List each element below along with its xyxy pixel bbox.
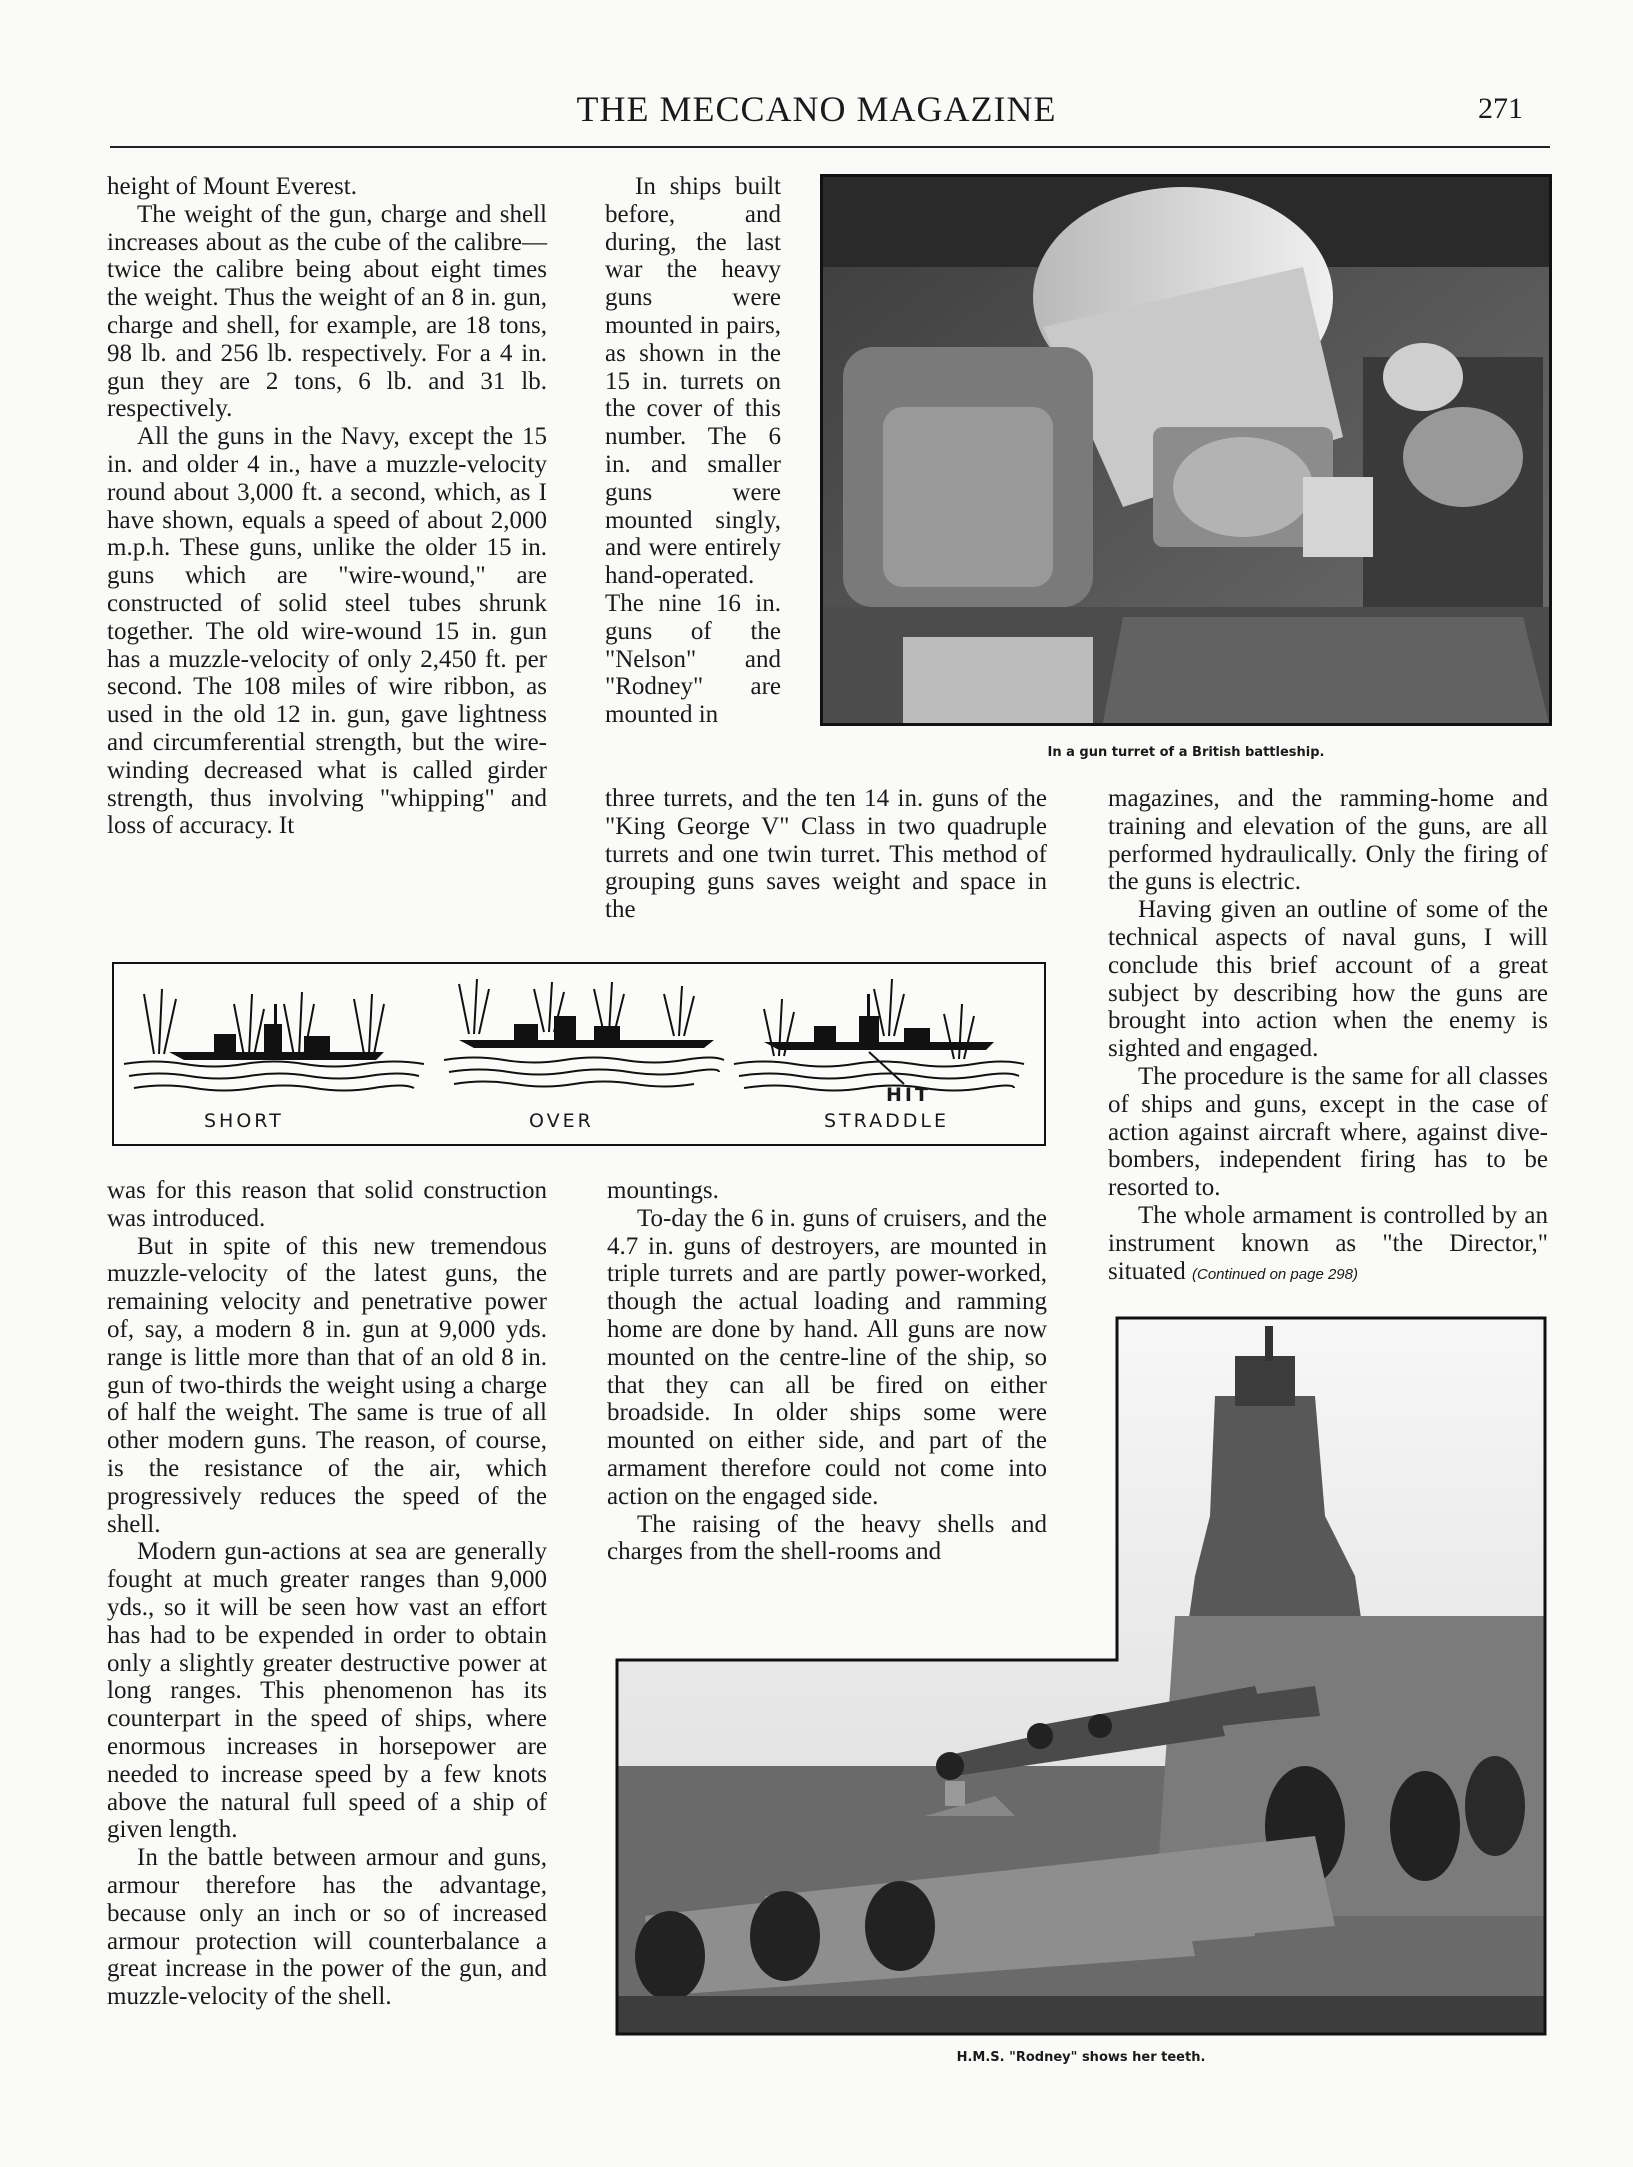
paragraph: The procedure is the same for all classes of ships and guns, except in the case of action against aircraft where, against dive-bombers, independent firing has to be resorted to.: [1108, 1062, 1548, 1202]
label-hit: HIT: [886, 1084, 931, 1106]
column-2-top: [605, 173, 781, 729]
magazine-title: THE MECCANO MAGAZINE: [576, 89, 1057, 129]
paragraph: was for this reason that solid construction was introduced.: [107, 1177, 547, 1232]
label-straddle: STRADDLE: [824, 1110, 949, 1132]
paragraph: Having given an outline of some of the technical aspects of naval guns, I will conclude this brief account of a great subject by describing how the guns are brought into action when the enemy is sighted and engaged.: [1108, 896, 1548, 1063]
label-short: SHORT: [204, 1110, 284, 1132]
paragraph: height of Mount Everest.: [107, 173, 357, 200]
label-over: OVER: [529, 1110, 594, 1132]
column-2-top-continued: [605, 785, 1047, 924]
paragraph-text: The whole armament is controlled by an instrument known as "the Director," situated: [1108, 1201, 1548, 1285]
paragraph: In the battle between armour and guns, armour therefore has the advantage, because only an inch or so of increased armour protection will counterbalance a great increase in the power of the gun, and muzzle-velocity of the shell.: [107, 1844, 547, 2011]
gun-turret-photo: [820, 174, 1552, 726]
column-1-top: [107, 173, 547, 840]
rodney-photo: [615, 1316, 1547, 2036]
column-3: [1108, 785, 1548, 1288]
paragraph: mountings.: [607, 1177, 719, 1204]
paragraph: In ships built before, and during, the last war the heavy guns were mounted in pairs, as shown in the 15 in. turrets on the cover of this number. The 6 in. and smaller guns were mounted singly, and were entirely hand-operated. The nine 16 in. guns of the "Nelson" and "Rodney" are mounted in: [605, 173, 781, 729]
continued-note: (Continued on page 298): [1192, 1265, 1358, 1283]
paragraph: [1108, 1202, 1548, 1288]
paragraph: three turrets, and the ten 14 in. guns of the "King George V" Class in two quadruple turrets and one twin turret. This method of grouping guns saves weight and space in the: [605, 785, 1047, 924]
header-rule: [110, 146, 1550, 148]
page-number: 271: [1478, 92, 1523, 125]
paragraph: The weight of the gun, charge and shell increases about as the cube of the calibre—twice the calibre being about eight times the weight. Thus the weight of an 8 in. gun, charge and shell, for example, are 18 tons, 98 lb. and 256 lb. respectively. For a 4 in. gun they are 2 tons, 6 lb. and 31 lb. respectively.: [107, 200, 547, 423]
photo-caption-rodney: H.M.S. "Rodney" shows her teeth.: [956, 2050, 1206, 2065]
photo-caption-turret: In a gun turret of a British battleship.: [1047, 745, 1325, 760]
column-1-bottom: [107, 1177, 547, 2011]
rodney-guns-image: [615, 1316, 1547, 2036]
paragraph: Modern gun-actions at sea are generally fought at much greater ranges than 9,000 yds., so it will be seen how vast an effort has had to be expended in order to obtain only a slightly greater destructive power at long ranges. This phenomenon has its counterpart in the speed of ships, where enormous increases in horsepower are needed to increase speed by a few knots above the natural full speed of a ship of given length.: [107, 1538, 547, 1844]
paragraph: All the guns in the Navy, except the 15 in. and older 4 in., have a muzzle-velocity round about 3,000 ft. a second, which, as I have shown, equals a speed of about 2,000 m.p.h. These guns, unlike the older 15 in. guns which are "wire-wound," are constructed of solid steel tubes shrunk together. The old wire-wound 15 in. gun has a muzzle-velocity of only 2,450 ft. per second. The 108 miles of wire ribbon, as used in the old 12 in. gun, gave lightness and circumferential strength, but the wire-winding decreased what is called girder strength, thus involving "whipping" and loss of accuracy. It: [107, 423, 547, 840]
paragraph: The raising of the heavy shells and charges from the shell-rooms and: [607, 1510, 1047, 1566]
fall-of-shot-diagram: [112, 962, 1046, 1146]
paragraph: To-day the 6 in. guns of cruisers, and the 4.7 in. guns of destroyers, are mounted in triple turrets and are partly power-worked, though the actual loading and ramming home are done by hand. All guns are now mounted on the centre-line of the ship, so that they can all be fired on either broadside. In older ships some were mounted on either side, and part of the armament therefore could not come into action on the engaged side.: [607, 1204, 1047, 1510]
gun-turret-image: [823, 177, 1549, 723]
paragraph: But in spite of this new tremendous muzzle-velocity of the latest guns, the remaining velocity and penetrative power of, say, a modern 8 in. gun at 9,000 yds. range is little more than that of an old 8 in. gun of two-thirds the weight using a charge of half the weight. The same is true of all other modern guns. The reason, of course, is the resistance of the air, which progressively reduces the speed of the shell.: [107, 1232, 547, 1538]
paragraph: magazines, and the ramming-home and training and elevation of the guns, are all performed hydraulically. Only the firing of the guns is electric.: [1108, 785, 1548, 896]
